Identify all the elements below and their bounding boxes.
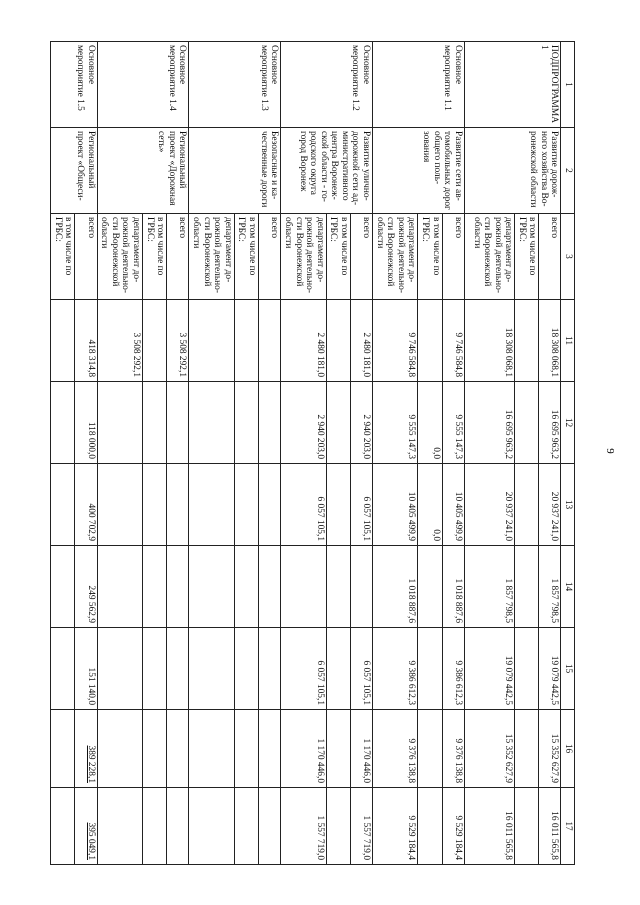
table-row <box>259 42 281 865</box>
value-cell <box>326 464 350 546</box>
funding-source-cell: всего <box>167 214 189 300</box>
value-cell: 3 508 292,1 <box>167 300 189 382</box>
value-cell <box>167 382 189 464</box>
value-cell <box>143 546 167 628</box>
value-cell <box>143 710 167 788</box>
col-header: 13 <box>561 464 575 546</box>
value-cell: 1 557 719,0 <box>281 788 326 865</box>
value-cell: 400 702,9 <box>75 464 97 546</box>
value-cell <box>143 464 167 546</box>
value-cell: 118 000,0 <box>75 382 97 464</box>
event-name-cell: Основное мероприятие 1.2 <box>281 42 373 128</box>
value-cell <box>51 300 75 382</box>
col-header: 15 <box>561 628 575 710</box>
value-cell: 2 480 181,0 <box>281 300 326 382</box>
value-cell <box>167 628 189 710</box>
value-cell <box>515 788 539 865</box>
col-header: 14 <box>561 546 575 628</box>
program-title-cell: Развитие дорожного хозяйства Воронежской области <box>464 128 561 214</box>
budget-table <box>50 41 575 865</box>
value-cell <box>326 546 350 628</box>
value-cell <box>167 464 189 546</box>
value-cell <box>189 628 234 710</box>
value-cell: 6 057 105,1 <box>350 628 372 710</box>
value-cell <box>326 710 350 788</box>
value-cell: 9 555 147,3 <box>442 382 464 464</box>
program-title-cell: Региональный проект «Дорожная сеть» <box>97 128 189 214</box>
value-cell: 9 376 138,8 <box>372 710 417 788</box>
col-header: 2 <box>561 128 575 214</box>
value-cell <box>515 300 539 382</box>
funding-source-cell: всего <box>259 214 281 300</box>
value-cell <box>326 628 350 710</box>
value-cell <box>515 382 539 464</box>
value-cell: 3 508 292,1 <box>97 300 142 382</box>
funding-source-cell: в том числе по ГРБС: <box>326 214 350 300</box>
value-cell: 9 376 138,8 <box>442 710 464 788</box>
value-cell: 1 018 887,6 <box>372 546 417 628</box>
value-cell <box>234 546 258 628</box>
value-cell: 6 057 105,1 <box>281 464 326 546</box>
value-cell: 1 018 887,6 <box>442 546 464 628</box>
col-header: 1 <box>561 42 575 128</box>
value-cell: 10 405 499,9 <box>442 464 464 546</box>
rotated-table-container <box>50 41 575 864</box>
value-cell <box>51 788 75 865</box>
value-cell: 19 079 442,5 <box>539 628 561 710</box>
value-cell <box>51 628 75 710</box>
value-cell: 395 049,1 <box>75 788 97 865</box>
table-row <box>442 42 464 865</box>
value-cell: 19 079 442,5 <box>464 628 514 710</box>
funding-source-cell: в том числе по ГРБС: <box>51 214 75 300</box>
value-cell <box>326 382 350 464</box>
value-cell <box>259 546 281 628</box>
value-cell: 249 562,9 <box>75 546 97 628</box>
value-cell: 16 011 565,8 <box>464 788 514 865</box>
funding-source-cell: в том числе по ГРБС: <box>418 214 442 300</box>
value-cell: 0,0 <box>418 382 442 464</box>
program-title-cell: Развитие улично-дорожной сети административного центра Воронежской области - городского округа город Воронеж <box>281 128 373 214</box>
value-cell: 16 011 565,8 <box>539 788 561 865</box>
value-cell <box>281 546 326 628</box>
value-cell <box>51 710 75 788</box>
value-cell <box>515 628 539 710</box>
table-row <box>167 42 189 865</box>
value-cell <box>326 300 350 382</box>
value-cell <box>97 464 142 546</box>
value-cell: 9 386 612,3 <box>372 628 417 710</box>
funding-source-cell: в том числе по ГРБС: <box>143 214 167 300</box>
funding-source-cell: департамент дорожной деятельности Воронежской области <box>97 214 142 300</box>
value-cell: 1 557 719,0 <box>350 788 372 865</box>
funding-source-cell: в том числе по ГРБС: <box>515 214 539 300</box>
value-cell: 9 386 612,3 <box>442 628 464 710</box>
value-cell: 9 529 184,4 <box>372 788 417 865</box>
value-cell: 2 480 181,0 <box>350 300 372 382</box>
funding-source-cell: всего <box>539 214 561 300</box>
value-cell <box>234 710 258 788</box>
value-cell: 1 857 798,5 <box>464 546 514 628</box>
value-cell: 1 170 446,0 <box>350 710 372 788</box>
value-cell <box>167 546 189 628</box>
value-cell <box>259 788 281 865</box>
event-name-cell: Основное мероприятие 1.1 <box>372 42 464 128</box>
value-cell: 9 529 184,4 <box>442 788 464 865</box>
value-cell <box>418 300 442 382</box>
value-cell: 6 057 105,1 <box>350 464 372 546</box>
value-cell <box>515 464 539 546</box>
value-cell <box>97 710 142 788</box>
program-title-cell: Развитие сети автомобильных дорог общего пользования <box>372 128 464 214</box>
value-cell <box>259 464 281 546</box>
value-cell <box>234 628 258 710</box>
col-header: 12 <box>561 382 575 464</box>
value-cell: 9 746 584,8 <box>442 300 464 382</box>
value-cell <box>167 788 189 865</box>
funding-source-cell: всего <box>350 214 372 300</box>
value-cell <box>418 628 442 710</box>
value-cell <box>143 628 167 710</box>
col-header: 16 <box>561 710 575 788</box>
funding-source-cell: всего <box>75 214 97 300</box>
header-row <box>561 42 575 865</box>
value-cell <box>418 546 442 628</box>
funding-source-cell: всего <box>442 214 464 300</box>
value-cell: 151 140,0 <box>75 628 97 710</box>
value-cell: 20 937 241,0 <box>539 464 561 546</box>
value-cell <box>97 788 142 865</box>
value-cell <box>51 382 75 464</box>
value-cell <box>189 710 234 788</box>
event-name-cell: ПОДПРОГРАММА 1 <box>464 42 561 128</box>
table-row <box>350 42 372 865</box>
value-cell <box>143 788 167 865</box>
value-cell: 10 405 499,9 <box>372 464 417 546</box>
value-cell: 0,0 <box>418 464 442 546</box>
value-cell: 389 228,1 <box>75 710 97 788</box>
value-cell: 1 857 798,5 <box>539 546 561 628</box>
page-number: 9 <box>603 448 616 454</box>
value-cell <box>51 546 75 628</box>
value-cell <box>259 300 281 382</box>
value-cell <box>97 628 142 710</box>
value-cell: 2 940 203,0 <box>350 382 372 464</box>
col-header: 3 <box>561 214 575 300</box>
value-cell: 16 695 963,2 <box>539 382 561 464</box>
value-cell <box>418 710 442 788</box>
value-cell <box>189 546 234 628</box>
value-cell: 9 555 147,3 <box>372 382 417 464</box>
value-cell <box>234 464 258 546</box>
value-cell: 16 695 963,2 <box>464 382 514 464</box>
value-cell <box>234 300 258 382</box>
value-cell <box>143 300 167 382</box>
table-body <box>51 42 561 865</box>
value-cell <box>189 382 234 464</box>
value-cell <box>234 788 258 865</box>
funding-source-cell: департамент дорожной деятельности Воронежской области <box>281 214 326 300</box>
value-cell <box>418 788 442 865</box>
value-cell <box>234 382 258 464</box>
value-cell: 15 352 627,9 <box>464 710 514 788</box>
value-cell: 2 940 203,0 <box>281 382 326 464</box>
value-cell <box>259 382 281 464</box>
value-cell: 1 170 446,0 <box>281 710 326 788</box>
col-header: 11 <box>561 300 575 382</box>
value-cell <box>189 788 234 865</box>
value-cell: 9 746 584,8 <box>372 300 417 382</box>
value-cell: 18 308 068,1 <box>539 300 561 382</box>
value-cell: 418 314,8 <box>75 300 97 382</box>
col-header: 17 <box>561 788 575 865</box>
value-cell <box>326 788 350 865</box>
value-cell <box>143 382 167 464</box>
value-cell <box>51 464 75 546</box>
funding-source-cell: департамент дорожной деятельности Воронежской области <box>464 214 514 300</box>
value-cell <box>350 546 372 628</box>
value-cell <box>167 710 189 788</box>
value-cell: 6 057 105,1 <box>281 628 326 710</box>
table-row <box>539 42 561 865</box>
value-cell <box>259 628 281 710</box>
value-cell <box>259 710 281 788</box>
event-name-cell: Основное мероприятие 1.5 <box>51 42 98 128</box>
funding-source-cell: департамент дорожной деятельности Воронежской области <box>189 214 234 300</box>
value-cell <box>189 464 234 546</box>
event-name-cell: Основное мероприятие 1.4 <box>97 42 189 128</box>
value-cell <box>97 382 142 464</box>
event-name-cell: Основное мероприятие 1.3 <box>189 42 281 128</box>
value-cell: 20 937 241,0 <box>464 464 514 546</box>
program-title-cell: Безопасные и качественные дороги <box>189 128 281 214</box>
table-row <box>75 42 97 865</box>
value-cell: 18 308 068,1 <box>464 300 514 382</box>
value-cell <box>515 710 539 788</box>
value-cell <box>189 300 234 382</box>
value-cell <box>515 546 539 628</box>
program-title-cell: Региональный проект «Общеси- <box>51 128 98 214</box>
funding-source-cell: департамент дорожной деятельности Воронежской области <box>372 214 417 300</box>
funding-source-cell: в том числе по ГРБС: <box>234 214 258 300</box>
value-cell: 15 352 627,9 <box>539 710 561 788</box>
value-cell <box>97 546 142 628</box>
